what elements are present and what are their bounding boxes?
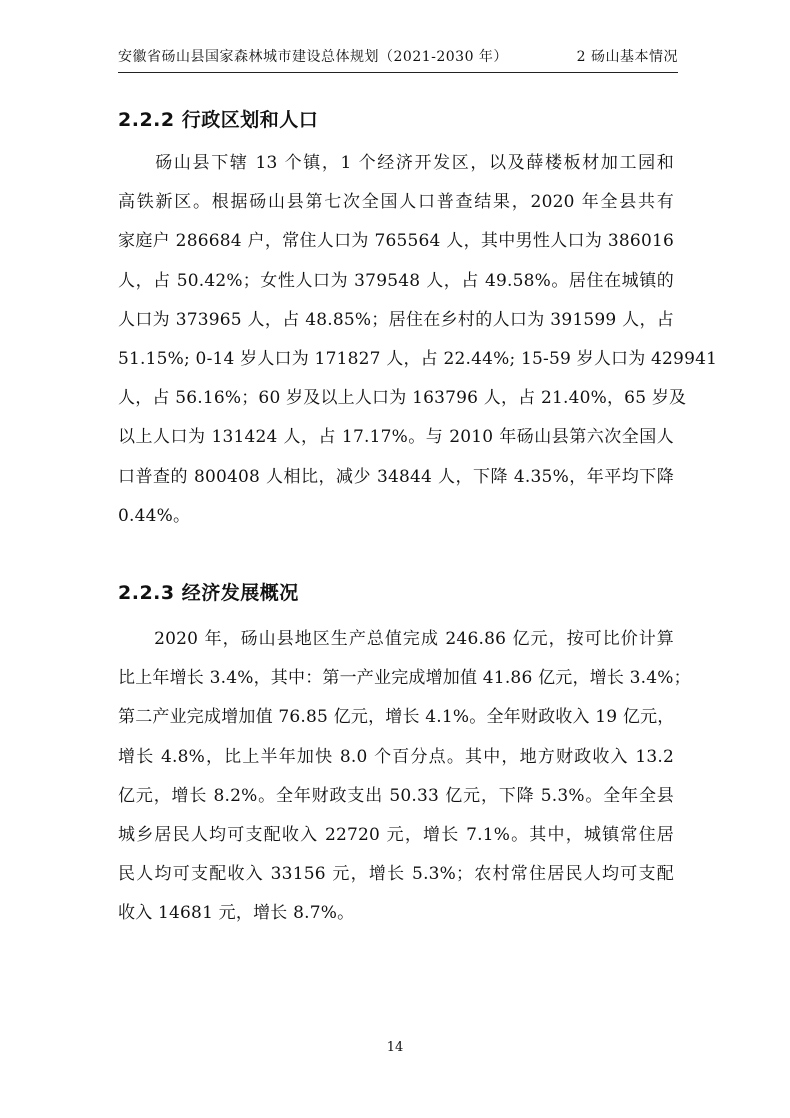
paragraph-line: 砀山县下辖 13 个镇，1 个经济开发区，以及薛楼板材加工园和 xyxy=(118,153,674,173)
running-header xyxy=(118,46,678,73)
paragraph-line: 人口为 373965 人，占 48.85%；居住在乡村的人口为 391599 人，占 xyxy=(118,309,674,330)
header-chapter-title: 2 砀山基本情况 xyxy=(576,49,678,65)
page-number: 14 xyxy=(386,1040,404,1055)
paragraph-economy xyxy=(118,620,691,934)
paragraph-line: 人，占 56.16%；60 岁及以上人口为 163796 人，占 21.40%，65 岁及 xyxy=(118,388,687,409)
paragraph-line: 民人均可支配收入 33156 元，增长 5.3%；农村常住居民人均可支配 xyxy=(118,864,674,885)
paragraph-line: 口普查的 800408 人相比，减少 34844 人，下降 4.35%，年平均下降 xyxy=(118,466,674,487)
paragraph-line: 51.15%; 0-14 岁人口为 171827 人，占 22.44%; 15-59 岁人口为 429941 xyxy=(118,349,718,370)
paragraph-line: 0.44%。 xyxy=(118,505,191,526)
section-heading-admin-population: 2.2.2 行政区划和人口 xyxy=(118,109,319,131)
paragraph-line: 高铁新区。根据砀山县第七次全国人口普查结果，2020 年全县共有 xyxy=(118,192,674,213)
paragraph-line: 人，占 50.42%；女性人口为 379548 人，占 49.58%。居住在城镇的 xyxy=(118,270,674,291)
paragraph-line: 亿元，增长 8.2%。全年财政支出 50.33 亿元，下降 5.3%。全年全县 xyxy=(118,785,674,806)
paragraph-line: 收入 14681 元，增长 8.7%。 xyxy=(118,903,355,924)
paragraph-line: 增长 4.8%，比上半年加快 8.0 个百分点。其中，地方财政收入 13.2 xyxy=(118,746,674,767)
paragraph-line: 城乡居民人均可支配收入 22720 元，增长 7.1%。其中，城镇常住居 xyxy=(118,825,674,846)
paragraph-line: 以上人口为 131424 人，占 17.17%。与 2010 年砀山县第六次全国人 xyxy=(118,427,674,448)
paragraph-admin-population xyxy=(118,144,718,536)
paragraph-line: 家庭户 286684 户，常住人口为 765564 人，其中男性人口为 386016 xyxy=(118,231,674,252)
paragraph-line: 2020 年，砀山县地区生产总值完成 246.86 亿元，按可比价计算 xyxy=(118,629,674,649)
section-heading-economy: 2.2.3 经济发展概况 xyxy=(118,582,299,604)
paragraph-line: 比上年增长 3.4%，其中：第一产业完成增加值 41.86 亿元，增长 3.4%； xyxy=(118,668,691,689)
header-document-title: 安徽省砀山县国家森林城市建设总体规划（2021-2030 年） xyxy=(118,49,508,65)
paragraph-line: 第二产业完成增加值 76.85 亿元，增长 4.1%。全年财政收入 19 亿元， xyxy=(118,707,675,728)
